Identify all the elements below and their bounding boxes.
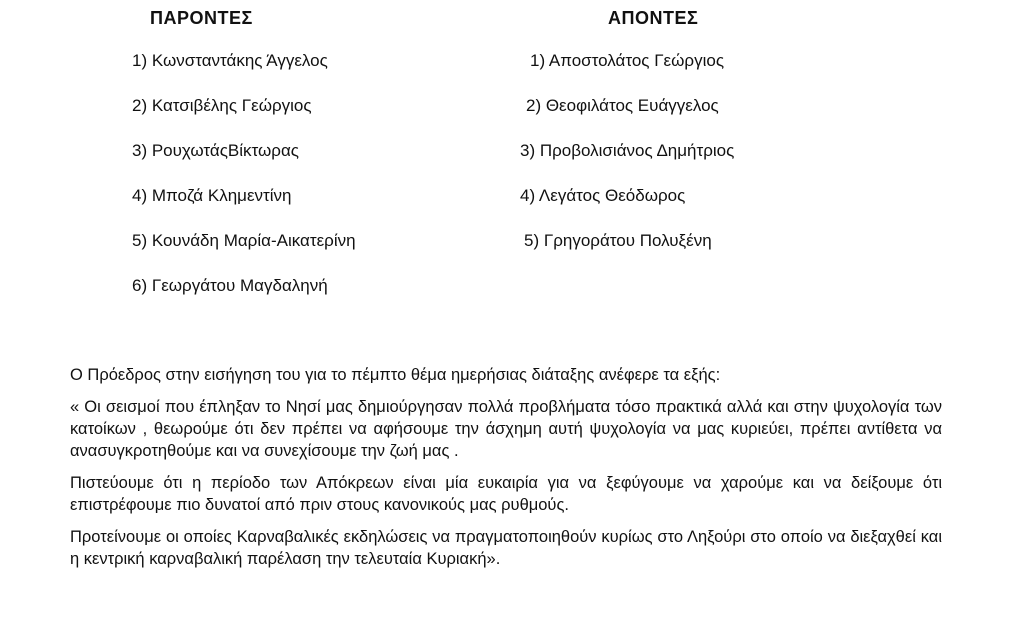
present-member: 3) ΡουχωτάςΒίκτωρας	[132, 141, 299, 160]
quote-paragraph-3: Προτείνουμε οι οποίες Καρναβαλικές εκδηλώσεις να πραγματοποιηθούν κυρίως στο Ληξούρι στο οποίο να διεξαχθεί και η κεντρική καρναβαλική παρέλαση την τελευταία Κυριακή».	[70, 528, 942, 568]
present-member: 5) Κουνάδη Μαρία-Αικατερίνη	[132, 231, 356, 250]
absent-member: 1) Αποστολάτος Γεώργιος	[530, 51, 725, 70]
present-list	[132, 50, 356, 320]
present-member: 6) Γεωργάτου Μαγδαληνή	[132, 276, 328, 295]
absent-member: 4) Λεγάτος Θεόδωρος	[520, 186, 686, 205]
absent-member: 5) Γρηγοράτου Πολυξένη	[524, 231, 712, 250]
absent-member: 2) Θεοφιλάτος Ευάγγελος	[526, 96, 719, 115]
quote-paragraph-1: « Οι σεισμοί που έπληξαν το Νησί μας δημιούργησαν πολλά προβλήματα τόσο πρακτικά αλλά και στην ψυχολογία των κατοίκων , θεωρούμε ότι δεν πρέπει να αφήσουμε την άσχημη αυτή ψυχολογία να μας κυριεύει, πρέπει αντίθετα να ανασυγκροτηθούμε και να συνεχίσουμε την ζωή μας .	[70, 398, 942, 460]
absent-list	[520, 50, 734, 275]
present-heading: ΠΑΡΟΝΤΕΣ	[150, 8, 253, 28]
present-member: 1) Κωνσταντάκης Άγγελος	[132, 51, 328, 70]
absent-member: 3) Προβολισιάνος Δημήτριος	[520, 141, 735, 160]
present-member: 2) Κατσιβέλης Γεώργιος	[132, 96, 312, 115]
absent-heading: ΑΠΟΝΤΕΣ	[608, 8, 699, 28]
quote-paragraph-2: Πιστεύουμε ότι η περίοδο των Απόκρεων είναι μία ευκαιρία για να ξεφύγουμε να χαρούμε και να δείξουμε ότι επιστρέφουμε πιο δυνατοί από πριν στους κανονικούς μας ρυθμούς.	[70, 474, 942, 514]
minutes-body	[70, 364, 942, 580]
intro-paragraph: Ο Πρόεδρος στην εισήγηση του για το πέμπτο θέμα ημερήσιας διάταξης ανέφερε τα εξής:	[70, 366, 721, 384]
present-member: 4) Μποζά Κλημεντίνη	[132, 186, 292, 205]
